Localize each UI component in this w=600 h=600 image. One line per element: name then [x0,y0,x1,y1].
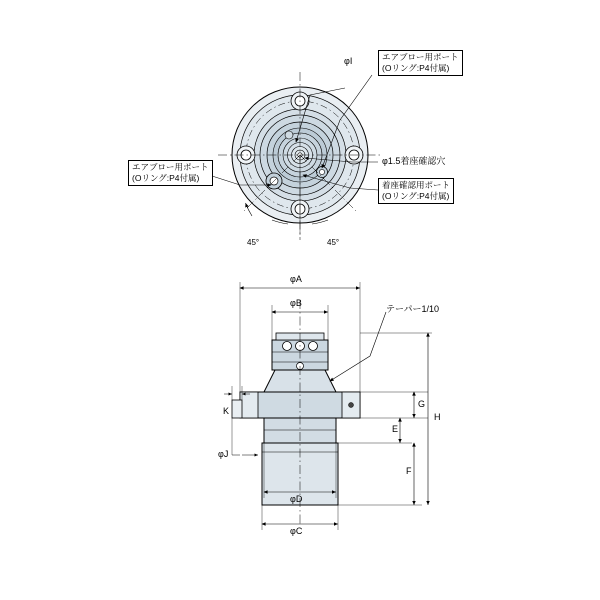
angle-label-right: 45° [327,238,340,247]
e-dim-label: E [392,424,399,434]
phi-j-dim-label: φJ [218,449,229,459]
air-blow-port-left-subtext: (Oリング:P4付属) [132,173,200,183]
seat-check-port-subtext: (Oリング:P4付属) [382,191,450,201]
phi-a-dim-label: φA [290,274,302,284]
seat-check-port-callout [378,178,454,204]
angle-label-left: 45° [247,238,260,247]
air-blow-port-top-text: エアブロー用ポート [382,52,459,62]
air-blow-port-top-subtext: (Oリング:P4付属) [382,63,450,73]
f-dim-label: F [406,466,412,476]
front-view-group [224,282,432,530]
phi-c-dim-label: φC [290,526,303,536]
phi-b-dim-label: φB [290,298,302,308]
seat-check-port-text: 着座確認用ポート [382,180,451,190]
air-blow-port-left-callout [128,160,213,186]
k-dim-label: K [223,406,230,416]
top-view-group [212,72,382,240]
air-blow-port-top-callout [378,50,463,76]
taper-callout-label: テーパー1/10 [386,304,440,314]
h-dim-label: H [434,412,441,422]
g-dim-label: G [418,399,426,409]
phi-i-label: φI [344,56,353,66]
air-blow-port-left-text: エアブロー用ポート [132,162,209,172]
seat-check-hole-label: φ1.5着座確認穴 [382,156,446,166]
phi-d-dim-label: φD [290,494,303,504]
